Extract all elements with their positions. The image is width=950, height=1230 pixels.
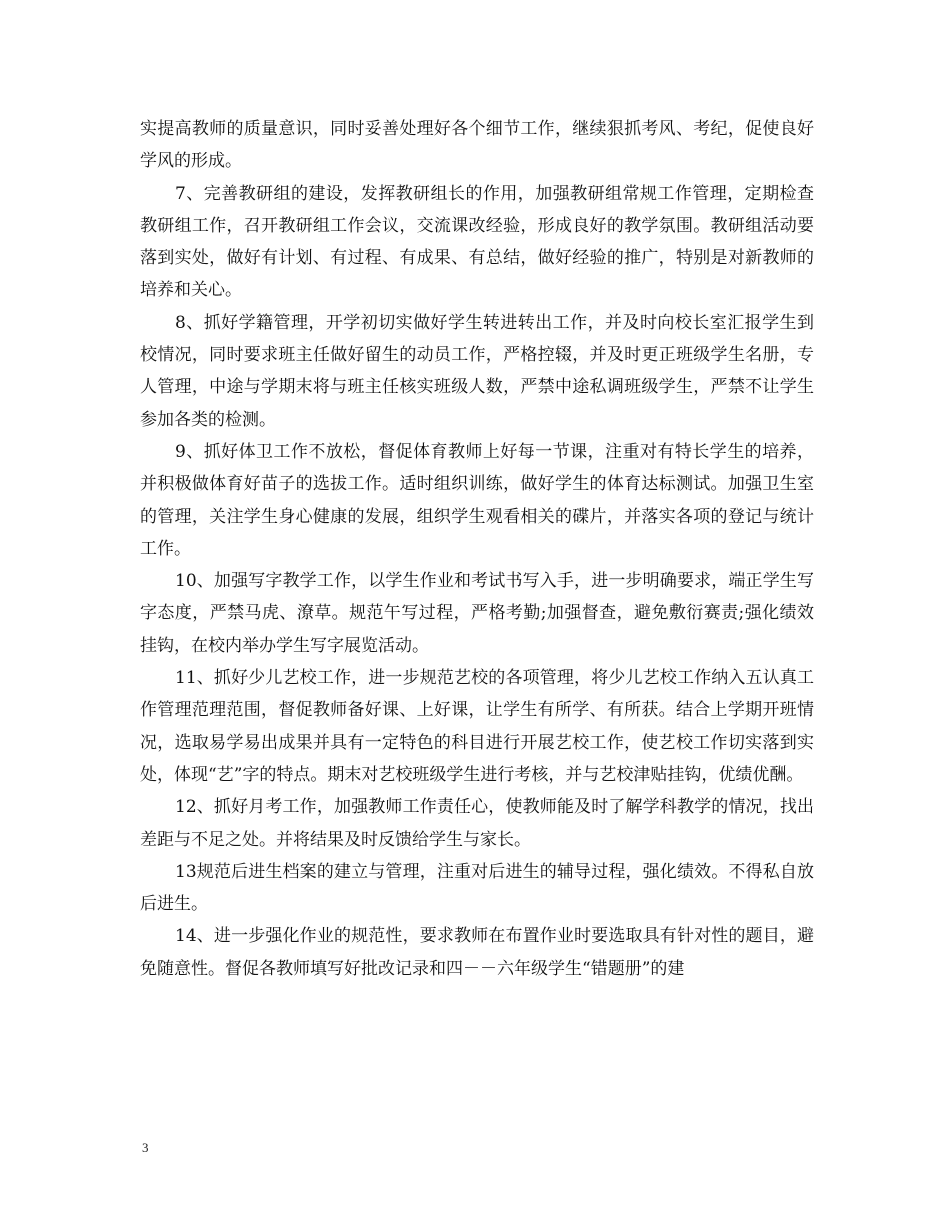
page-number: 3 <box>142 1140 149 1155</box>
paragraph-item-10: 10、加强写字教学工作，以学生作业和考试书写入手，进一步明确要求，端正学生写字态度，严禁马虎、潦草。规范午写过程，严格考勤;加强督查，避免敷衍赛责;强化绩效挂钩，在校内举办学生写字展览活动。 <box>140 571 814 656</box>
paragraph-item-9: 9、抓好体卫工作不放松，督促体育教师上好每一节课，注重对有特长学生的培养，并积极做体育好苗子的选拔工作。适时组织训练，做好学生的体育达标测试。加强卫生室的管理，关注学生身心健康的发展，组织学生观看相关的碟片，并落实各项的登记与统计工作。 <box>140 441 814 559</box>
document-body <box>140 113 814 985</box>
paragraph-item-12: 12、抓好月考工作，加强教师工作责任心，使教师能及时了解学科教学的情况，找出差距与不足之处。并将结果及时反馈给学生与家长。 <box>140 797 814 850</box>
paragraph-item-13: 13规范后进生档案的建立与管理，注重对后进生的辅导过程，强化绩效。不得私自放后进生。 <box>140 861 814 915</box>
paragraph-item-11: 11、抓好少儿艺校工作，进一步规范艺校的各项管理，将少儿艺校工作纳入五认真工作管理范理范围，督促教师备好课、上好课，让学生有所学、有所获。结合上学期开班情况，选取易学易出成果并具有一定特色的科目进行开展艺校工作，使艺校工作切实落到实处，体现“艺”字的特点。期末对艺校班级学生进行考核，并与艺校津贴挂钩，优绩优酬。 <box>140 668 814 785</box>
paragraph-continuation: 实提高教师的质量意识，同时妥善处理好各个细节工作，继续狠抓考风、考纪，促使良好学风的形成。 <box>140 119 814 172</box>
paragraph-item-7: 7、完善教研组的建设，发挥教研组长的作用，加强教研组常规工作管理，定期检查教研组工作，召开教研组工作会议，交流课改经验，形成良好的教学氛围。教研组活动要落到实处，做好有计划、有过程、有成果、有总结，做好经验的推广，特别是对新教师的培养和关心。 <box>140 183 814 301</box>
paragraph-item-14: 14、进一步强化作业的规范性，要求教师在布置作业时要选取具有针对性的题目，避免随意性。督促各教师填写好批改记录和四－－六年级学生“错题册”的建 <box>140 926 814 979</box>
paragraph-item-8: 8、抓好学籍管理，开学初切实做好学生转进转出工作，并及时向校长室汇报学生到校情况，同时要求班主任做好留生的动员工作，严格控辍，并及时更正班级学生名册，专人管理，中途与学期末将与班主任核实班级人数，严禁中途私调班级学生，严禁不让学生参加各类的检测。 <box>140 312 814 430</box>
